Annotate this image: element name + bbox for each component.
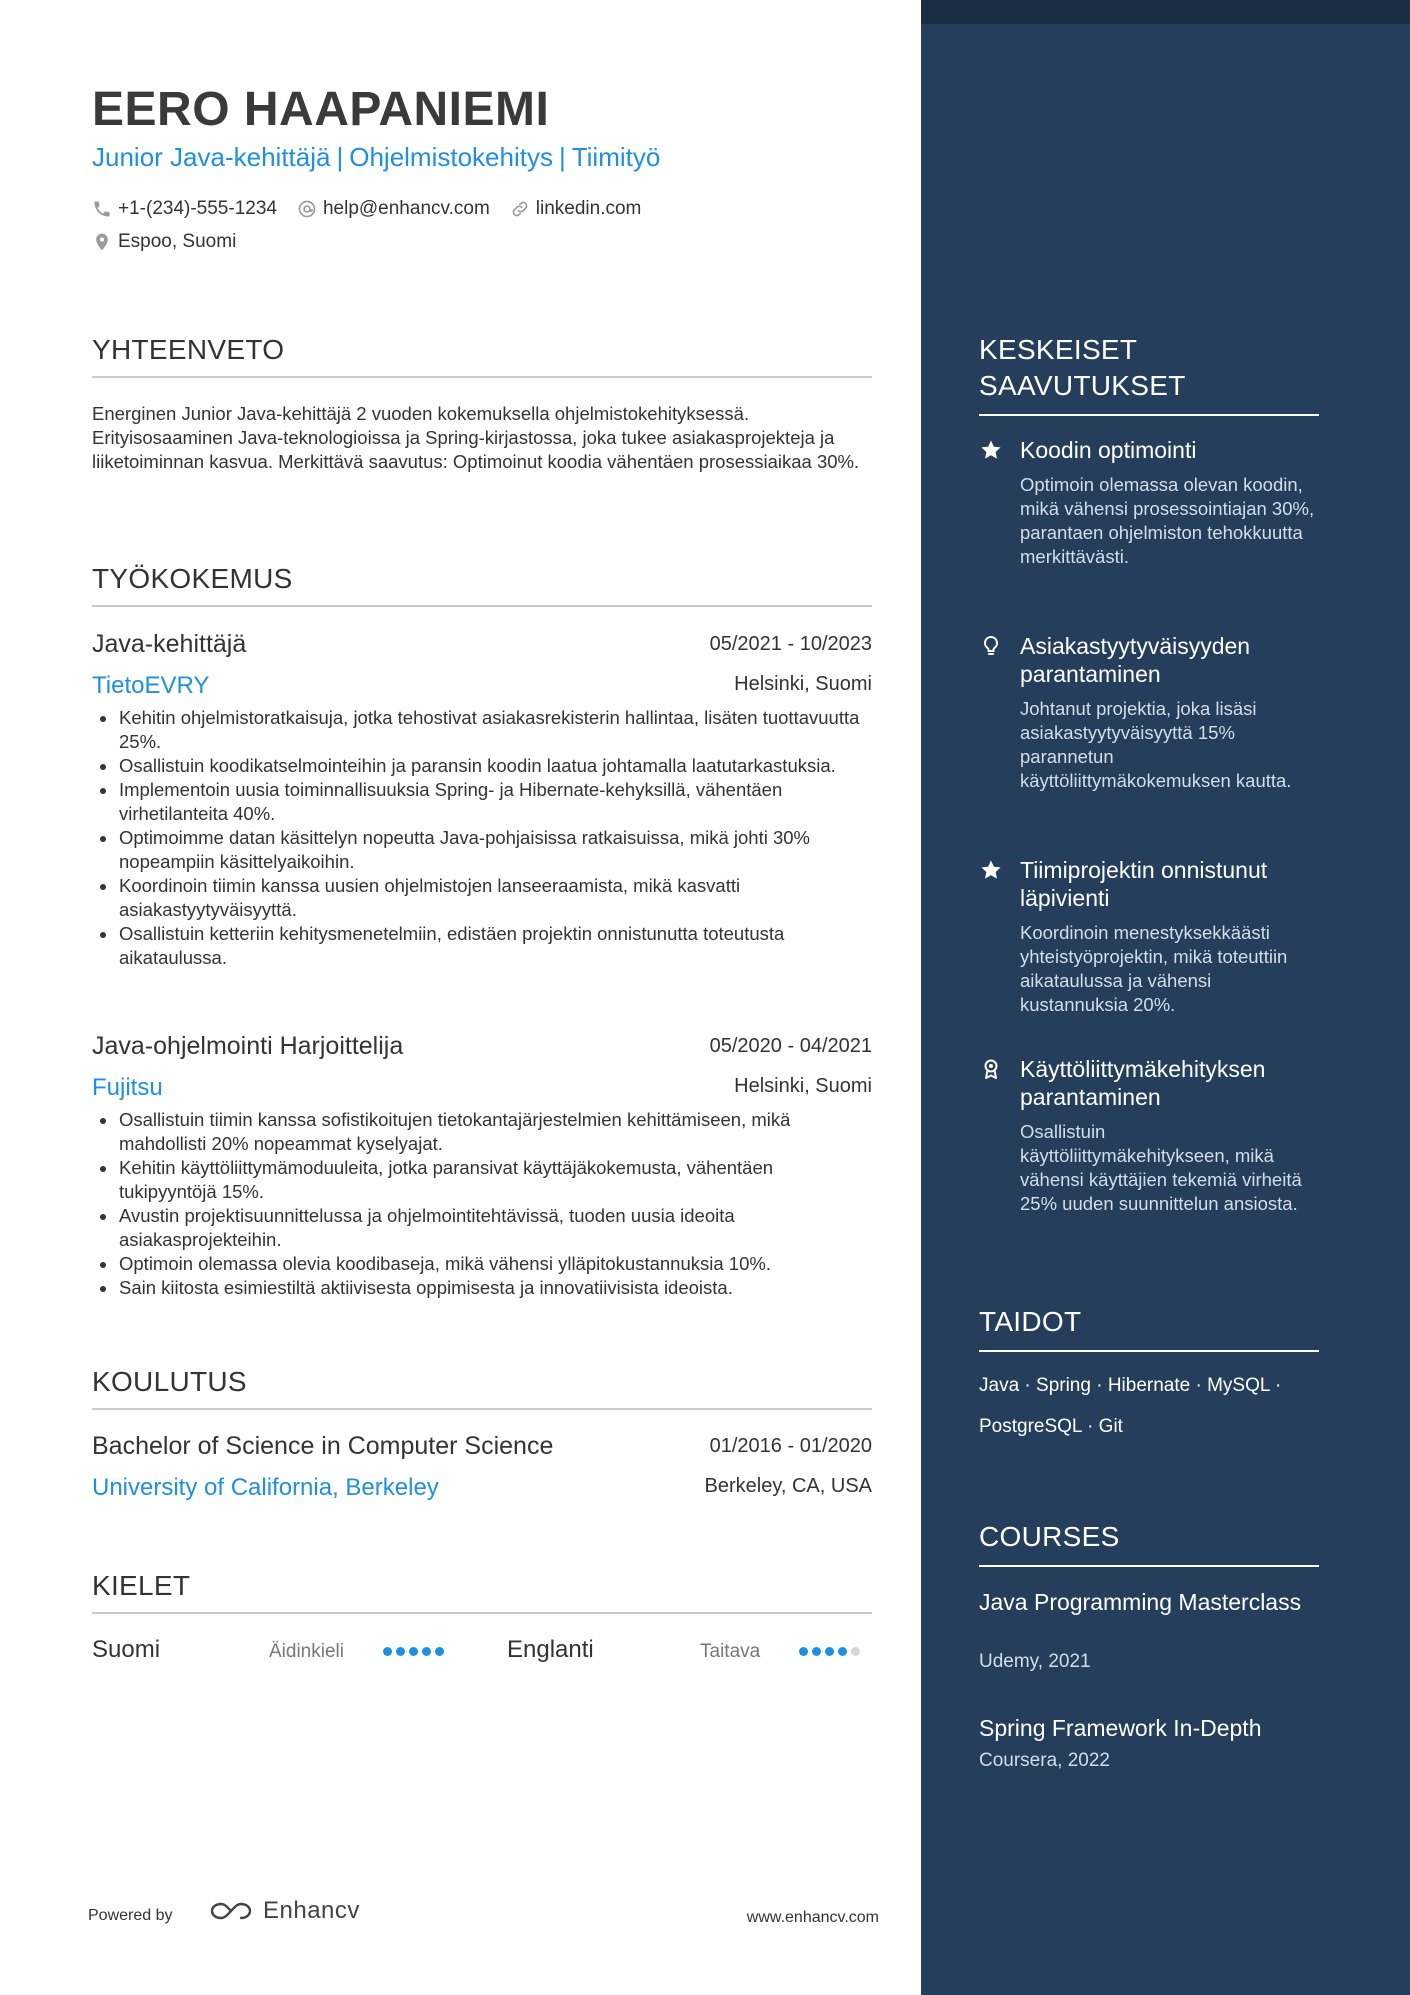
headline-role: Junior Java-kehittäjä (92, 142, 331, 172)
language-level: Äidinkieli (269, 1641, 344, 1662)
at-icon (297, 199, 317, 219)
footer-url[interactable]: www.enhancv.com (746, 1909, 879, 1926)
headline-separator: | (558, 142, 566, 172)
achievement-desc: Koordinoin menestyksekkäästi yhteistyöprojektin, mikä toteuttiin aikataulussa ja vähensi kustannuksia 20%. (1020, 922, 1288, 1015)
email-text: help@enhancv.com (322, 198, 490, 219)
experience-heading: TYÖKOKEMUS (92, 563, 872, 607)
candidate-name: EERO HAAPANIEMI (92, 83, 550, 136)
star-icon (979, 858, 1003, 882)
location-row (92, 231, 256, 253)
achievements-heading: KESKEISET SAAVUTUKSET (979, 332, 1319, 416)
location-item (92, 231, 236, 253)
rating-dot (409, 1647, 418, 1656)
rating-dot (383, 1647, 392, 1656)
job-title: Java-kehittäjä (92, 630, 247, 658)
sidebar-top-band (921, 0, 1410, 24)
rating-dot (435, 1647, 444, 1656)
course-name: Spring Framework In-Depth (979, 1715, 1262, 1741)
contact-row (92, 198, 661, 220)
linkedin-text: linkedin.com (535, 198, 642, 219)
summary-text: Energinen Junior Java-kehittäjä 2 vuoden kokemuksella ohjelmistokehityksessä. Erityisosaaminen Java-teknologioissa ja Spring-kirjastossa, joka tukee asiakasprojekteja ja liiketoiminnan kasvua. Merkittävä saavutus: Optimoinut koodia vähentäen prosessiaikaa 30%. (92, 403, 860, 472)
course-meta: Coursera, 2022 (979, 1750, 1110, 1771)
location-text: Espoo, Suomi (118, 231, 237, 252)
sidebar (921, 0, 1410, 1995)
phone-item[interactable] (92, 198, 277, 220)
bullet-item: Sain kiitosta esimiestiltä aktiivisesta oppimisesta ja innovatiivisista ideoista. (92, 1276, 872, 1300)
bullet-item: Osallistuin koodikatselmointeihin ja paransin koodin laatua johtamalla laatutarkastuksia. (92, 754, 872, 778)
achievement-desc: Osallistuin käyttöliittymäkehitykseen, mikä vähensi käyttäjien tekemiä virheitä 25% uuden suunnittelun ansiosta. (1020, 1121, 1302, 1214)
rating-dot (838, 1647, 847, 1656)
bullet-item: Kehitin käyttöliittymämoduuleita, jotka paransivat käyttäjäkokemusta, vähentäen tukipyyntöjä 15%. (92, 1156, 872, 1204)
courses-heading: COURSES (979, 1519, 1319, 1567)
achievement-desc: Johtanut projektia, joka lisäsi asiakastyytyväisyyttä 15% parannetun käyttöliittymäkokemuksen kautta. (1020, 698, 1292, 791)
enhancv-logo-icon (207, 1898, 255, 1924)
star-icon (979, 438, 1003, 462)
headline-field: Ohjelmistokehitys (349, 142, 553, 172)
achievement-desc: Optimoin olemassa olevan koodin, mikä vähensi prosessointiajan 30%, parantaen ohjelmiston tehokkuutta merkittävästi. (1020, 474, 1315, 567)
achievement-title: Koodin optimointi (1020, 437, 1197, 463)
headline-separator: | (336, 142, 344, 172)
job-location: Helsinki, Suomi (734, 1075, 872, 1097)
bullet-item: Optimoin olemassa olevia koodibaseja, mikä vähensi ylläpitokustannuksia 10%. (92, 1252, 872, 1276)
education-location: Berkeley, CA, USA (704, 1475, 872, 1497)
job-bullets (92, 1108, 872, 1300)
link-icon (510, 199, 530, 219)
language-name: Suomi (92, 1636, 161, 1663)
enhancv-logo[interactable] (207, 1897, 360, 1925)
language-rating (799, 1647, 860, 1656)
skills-heading: TAIDOT (979, 1304, 1319, 1352)
lightbulb-icon (979, 634, 1003, 658)
job-company[interactable]: Fujitsu (92, 1074, 163, 1101)
bullet-item: Kehitin ohjelmistoratkaisuja, jotka tehostivat asiakasrekisterin hallintaa, lisäten tuottavuutta 25%. (92, 706, 872, 754)
phone-icon (92, 199, 112, 219)
bullet-item: Osallistuin tiimin kanssa sofistikoitujen tietokantajärjestelmien kehittämiseen, mikä mahdollisti 20% nopeammat kyselyajat. (92, 1108, 872, 1156)
phone-text: +1-(234)-555-1234 (118, 198, 277, 219)
bullet-item: Osallistuin ketteriin kehitysmenetelmiin, edistäen projektin onnistunutta toteutusta aikataulussa. (92, 922, 872, 970)
education-dates: 01/2016 - 01/2020 (709, 1435, 872, 1457)
job-dates: 05/2020 - 04/2021 (709, 1035, 872, 1057)
rating-dot-empty (851, 1647, 860, 1656)
bullet-item: Optimoimme datan käsittelyn nopeutta Java-pohjaisissa ratkaisuissa, mikä johti 30% nopeampiin käsittelyaikoihin. (92, 826, 872, 874)
bullet-item: Koordinoin tiimin kanssa uusien ohjelmistojen lanseeraamista, mikä kasvatti asiakastyytyväisyyttä. (92, 874, 872, 922)
bullet-item: Avustin projektisuunnittelussa ja ohjelmointitehtävissä, tuoden uusia ideoita asiakasprojekteihin. (92, 1204, 872, 1252)
course-name: Java Programming Masterclass (979, 1589, 1302, 1615)
email-item[interactable] (297, 198, 490, 220)
achievement-title: Asiakastyytyväisyyden parantaminen (1020, 633, 1251, 687)
school[interactable]: University of California, Berkeley (92, 1474, 439, 1501)
headline (92, 142, 660, 173)
degree: Bachelor of Science in Computer Science (92, 1432, 554, 1460)
language-rating (383, 1647, 444, 1656)
rating-dot (799, 1647, 808, 1656)
headline-skill: Tiimityö (571, 142, 661, 172)
skills-list: Java · Spring · Hibernate · MySQL · PostgreSQL · Git (979, 1375, 1282, 1437)
summary-heading: YHTEENVETO (92, 334, 872, 378)
language-level: Taitava (700, 1641, 761, 1662)
powered-by-text: Powered by (88, 1907, 173, 1924)
job-title: Java-ohjelmointi Harjoittelija (92, 1032, 404, 1060)
achievement-title: Käyttöliittymäkehityksen parantaminen (1020, 1056, 1266, 1110)
award-icon (979, 1057, 1003, 1081)
enhancv-brand: Enhancv (263, 1897, 360, 1924)
language-name: Englanti (507, 1636, 594, 1663)
rating-dot (812, 1647, 821, 1656)
job-dates: 05/2021 - 10/2023 (709, 633, 872, 655)
bullet-item: Implementoin uusia toiminnallisuuksia Spring- ja Hibernate-kehyksillä, vähentäen virhetilanteita 40%. (92, 778, 872, 826)
education-heading: KOULUTUS (92, 1366, 872, 1410)
languages-heading: KIELET (92, 1570, 872, 1614)
job-location: Helsinki, Suomi (734, 673, 872, 695)
course-meta: Udemy, 2021 (979, 1651, 1091, 1672)
rating-dot (396, 1647, 405, 1656)
rating-dot (825, 1647, 834, 1656)
linkedin-item[interactable] (510, 198, 642, 220)
map-pin-icon (92, 232, 112, 252)
rating-dot (422, 1647, 431, 1656)
achievement-title: Tiimiprojektin onnistunut läpivienti (1020, 857, 1268, 911)
job-bullets (92, 706, 872, 970)
job-company[interactable]: TietoEVRY (92, 672, 210, 699)
